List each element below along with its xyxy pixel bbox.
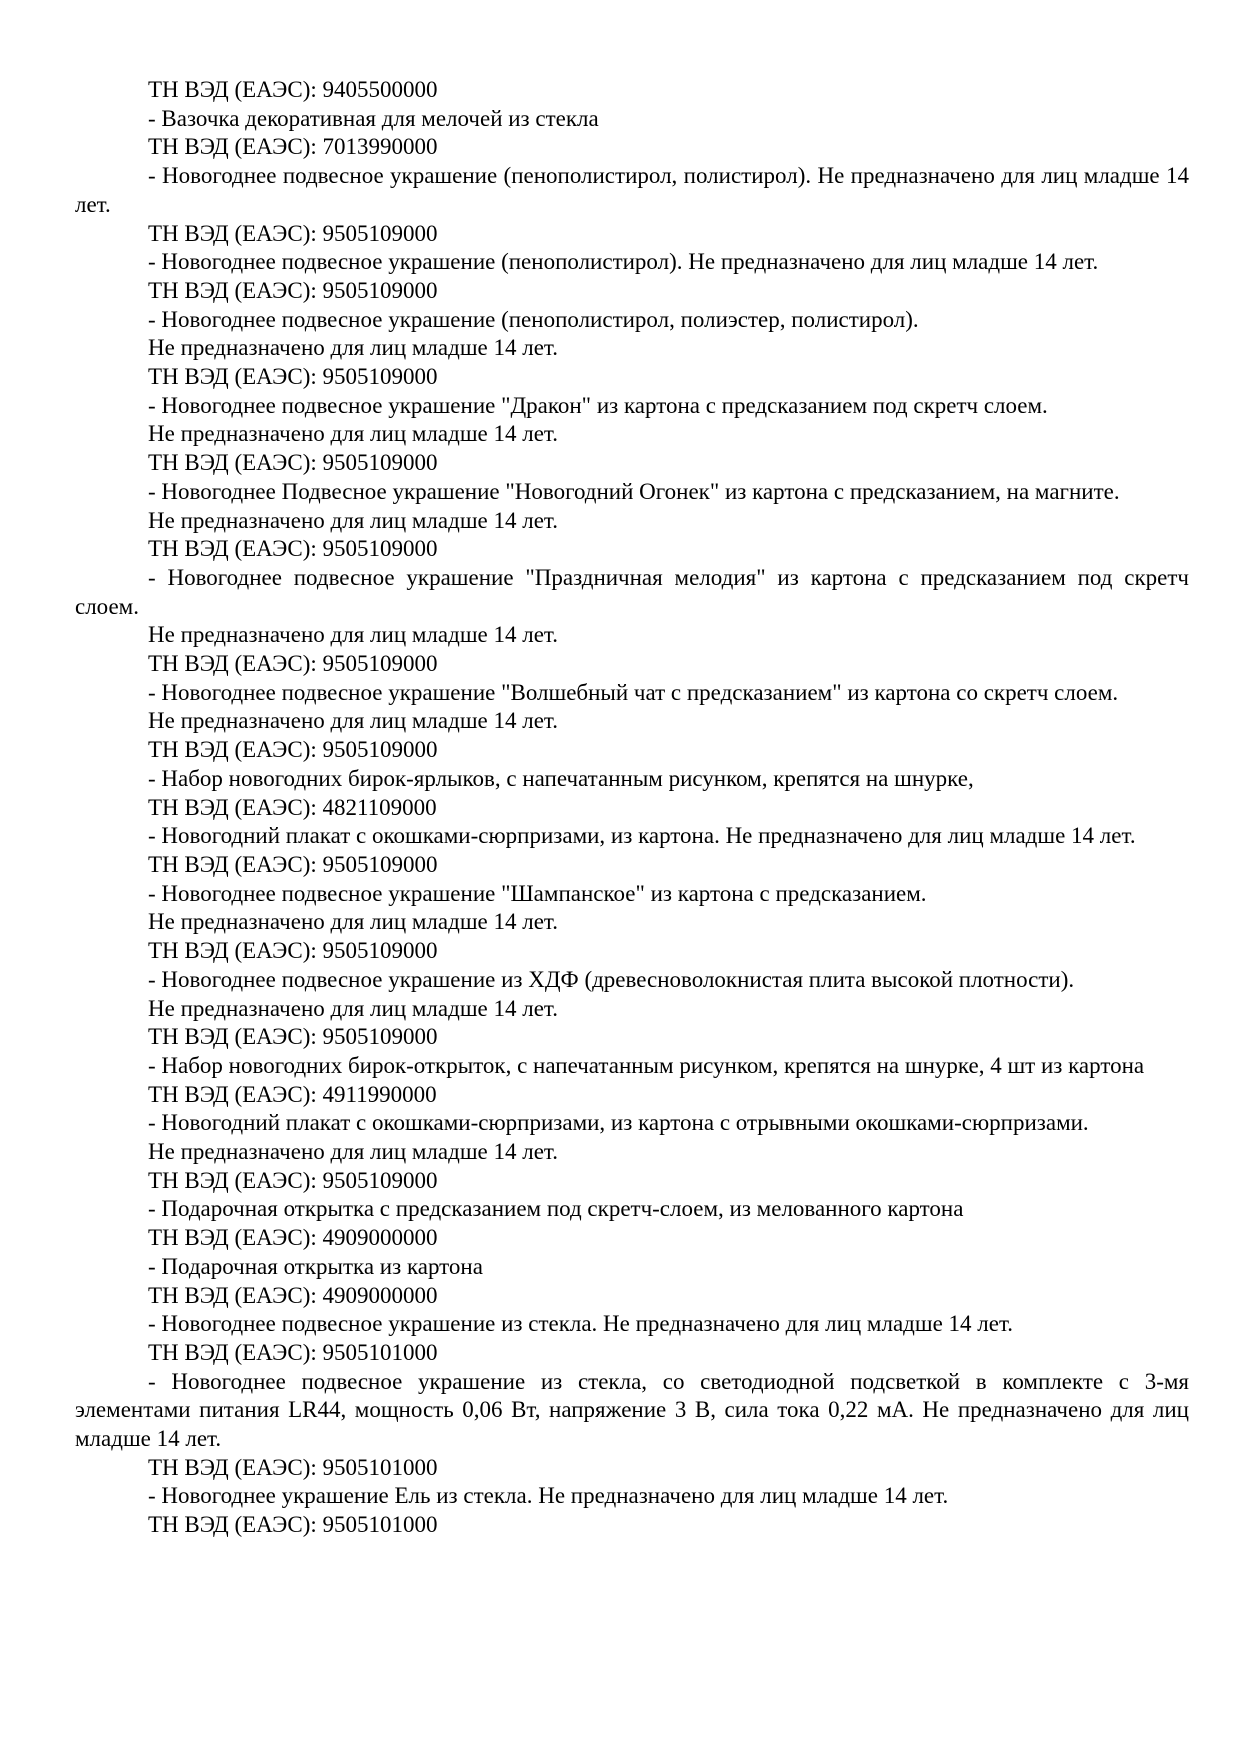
tn-ved-code-line: ТН ВЭД (ЕАЭС): 9505109000 xyxy=(148,536,438,562)
product-description: - Новогоднее подвесное украшение "Волшебный чат с предсказанием" из картона со скретч слоем. xyxy=(148,679,1119,705)
tn-ved-code-line: ТН ВЭД (ЕАЭС): 9505109000 xyxy=(148,1167,438,1193)
product-description: - Вазочка декоративная для мелочей из стекла xyxy=(148,105,599,131)
product-description: - Новогоднее подвесное украшение "Праздничная мелодия" из картона с предсказанием под скретч слоем. xyxy=(75,564,1189,619)
product-description: - Подарочная открытка с предсказанием под скретч-слоем, из мелованного картона xyxy=(148,1196,964,1222)
tn-ved-code-line: ТН ВЭД (ЕАЭС): 9505109000 xyxy=(148,938,438,964)
product-description: - Новогоднее подвесное украшение из стекла. Не предназначено для лиц младше 14 лет. xyxy=(148,1311,1014,1337)
age-restriction-note: Не предназначено для лиц младше 14 лет. xyxy=(148,335,558,361)
tn-ved-code-line: ТН ВЭД (ЕАЭС): 9405500000 xyxy=(148,77,438,102)
age-restriction-note: Не предназначено для лиц младше 14 лет. xyxy=(148,708,558,734)
tn-ved-code-line: ТН ВЭД (ЕАЭС): 9505109000 xyxy=(148,651,438,677)
product-description: - Новогоднее подвесное украшение из ХДФ (древесноволокнистая плита высокой плотности). xyxy=(148,966,1075,992)
product-description: - Набор новогодних бирок-ярлыков, с напечатанным рисунком, крепятся на шнурке, xyxy=(148,765,974,791)
tn-ved-code-line: ТН ВЭД (ЕАЭС): 9505101000 xyxy=(148,1512,438,1538)
document-page xyxy=(75,76,1189,1540)
age-restriction-note: Не предназначено для лиц младше 14 лет. xyxy=(148,909,558,935)
age-restriction-note: Не предназначено для лиц младше 14 лет. xyxy=(148,1139,558,1165)
tn-ved-code-line: ТН ВЭД (ЕАЭС): 9505109000 xyxy=(148,1024,438,1050)
tn-ved-code-line: ТН ВЭД (ЕАЭС): 7013990000 xyxy=(148,134,438,160)
product-description: - Новогодний плакат с окошками-сюрпризами, из картона с отрывными окошками-сюрпризами. xyxy=(148,1110,1089,1136)
tn-ved-code-line: ТН ВЭД (ЕАЭС): 4821109000 xyxy=(148,794,437,820)
product-description: - Подарочная открытка из картона xyxy=(148,1253,483,1279)
product-description: - Новогоднее подвесное украшение "Дракон" из картона с предсказанием под скретч слоем. xyxy=(148,392,1048,418)
tn-ved-code-line: ТН ВЭД (ЕАЭС): 4909000000 xyxy=(148,1282,438,1308)
age-restriction-note: Не предназначено для лиц младше 14 лет. xyxy=(148,995,558,1021)
product-description: - Набор новогодних бирок-открыток, с напечатанным рисунком, крепятся на шнурке, 4 шт из картона xyxy=(148,1052,1145,1078)
tn-ved-code-line: ТН ВЭД (ЕАЭС): 9505109000 xyxy=(148,851,438,877)
tn-ved-code-line: ТН ВЭД (ЕАЭС): 4911990000 xyxy=(148,1081,437,1107)
tn-ved-code-line: ТН ВЭД (ЕАЭС): 9505101000 xyxy=(148,1339,438,1365)
product-description: - Новогоднее подвесное украшение (пенополистирол, полистирол). Не предназначено для лиц младше 14 лет. xyxy=(75,163,1189,217)
product-description: - Новогоднее подвесное украшение (пенополистирол). Не предназначено для лиц младше 14 лет. xyxy=(148,249,1099,275)
tn-ved-code-line: ТН ВЭД (ЕАЭС): 9505109000 xyxy=(148,737,438,763)
product-description: - Новогоднее подвесное украшение (пенополистирол, полиэстер, полистирол). xyxy=(148,306,919,332)
tn-ved-code-line: ТН ВЭД (ЕАЭС): 9505109000 xyxy=(148,450,438,476)
age-restriction-note: Не предназначено для лиц младше 14 лет. xyxy=(148,622,558,648)
age-restriction-note: Не предназначено для лиц младше 14 лет. xyxy=(148,421,558,447)
tn-ved-code-line: ТН ВЭД (ЕАЭС): 9505109000 xyxy=(148,277,438,303)
tn-ved-code-line: ТН ВЭД (ЕАЭС): 9505101000 xyxy=(148,1454,438,1480)
tn-ved-code-line: ТН ВЭД (ЕАЭС): 9505109000 xyxy=(148,220,438,246)
product-description: - Новогоднее украшение Ель из стекла. Не предназначено для лиц младше 14 лет. xyxy=(148,1483,949,1509)
product-description: - Новогоднее Подвесное украшение "Новогодний Огонек" из картона с предсказанием, на магните. xyxy=(148,478,1120,504)
product-description: - Новогоднее подвесное украшение "Шампанское" из картона с предсказанием. xyxy=(148,880,927,906)
product-description: - Новогоднее подвесное украшение из стекла, со светодиодной подсветкой в комплекте с 3-мя элементами питания LR44, мощность 0,06 Вт, напряжение 3 В, сила тока 0,22 мА. Не предназначено для лиц младше 14 лет. xyxy=(75,1368,1189,1452)
age-restriction-note: Не предназначено для лиц младше 14 лет. xyxy=(148,507,558,533)
tn-ved-code-line: ТН ВЭД (ЕАЭС): 9505109000 xyxy=(148,364,438,390)
tn-ved-code-line: ТН ВЭД (ЕАЭС): 4909000000 xyxy=(148,1225,438,1251)
product-description: - Новогодний плакат с окошками-сюрпризами, из картона. Не предназначено для лиц младше 14 лет. xyxy=(148,823,1136,849)
